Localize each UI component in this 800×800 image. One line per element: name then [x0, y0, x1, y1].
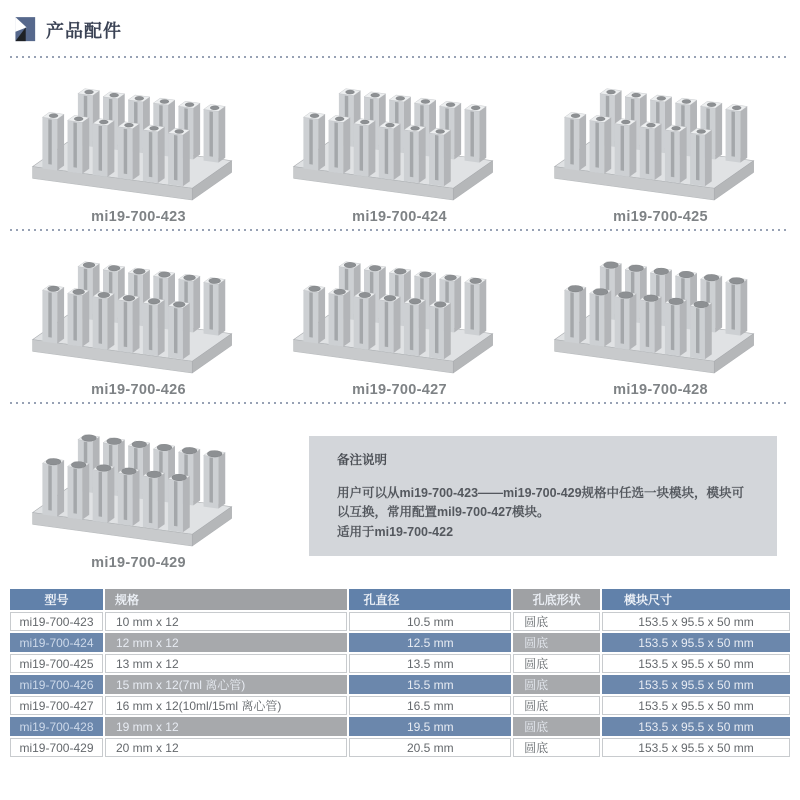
module-block-image: [283, 241, 517, 379]
cell-model: mi19-700-428: [10, 717, 103, 736]
product-card: [8, 404, 269, 571]
cell-spec: 15 mm x 12(7ml 离心管): [105, 675, 348, 694]
cell-module-size: 153.5 x 95.5 x 50 mm: [602, 633, 790, 652]
cell-module-size: 153.5 x 95.5 x 50 mm: [602, 675, 790, 694]
product-card: [8, 58, 269, 225]
table-row: [10, 717, 790, 736]
module-block-image: [22, 414, 256, 552]
column-header-spec: 规格: [105, 589, 348, 610]
cell-hole-diameter: 15.5 mm: [349, 675, 511, 694]
cell-hole-bottom: 圆底: [513, 696, 600, 715]
product-label: mi19-700-429: [91, 555, 186, 571]
note-box: [309, 436, 777, 556]
cell-module-size: 153.5 x 95.5 x 50 mm: [602, 738, 790, 757]
cell-hole-bottom: 圆底: [513, 717, 600, 736]
module-block-image: [22, 68, 256, 206]
flag-logo-icon: [12, 16, 36, 44]
cell-module-size: 153.5 x 95.5 x 50 mm: [602, 612, 790, 631]
column-header-module-size: 模块尺寸: [602, 589, 790, 610]
cell-hole-diameter: 13.5 mm: [349, 654, 511, 673]
cell-hole-bottom: 圆底: [513, 612, 600, 631]
table-row: [10, 654, 790, 673]
module-block-image: [544, 68, 778, 206]
cell-model: mi19-700-426: [10, 675, 103, 694]
cell-model: mi19-700-427: [10, 696, 103, 715]
column-header-hole-bottom: 孔底形状: [513, 589, 600, 610]
cell-spec: 10 mm x 12: [105, 612, 348, 631]
product-card: [530, 231, 791, 398]
product-label: mi19-700-427: [352, 382, 447, 398]
section-header: [8, 0, 792, 52]
cell-model: mi19-700-423: [10, 612, 103, 631]
cell-model: mi19-700-424: [10, 633, 103, 652]
table-row: [10, 675, 790, 694]
table-row: [10, 738, 790, 757]
table-row: [10, 633, 790, 652]
cell-hole-diameter: 10.5 mm: [349, 612, 511, 631]
column-header-model: 型号: [10, 589, 103, 610]
note-body: 用户可以从mi19-700-423——mi19-700-429规格中任选一块模块，模块可以互换，常用配置mil9-700-427模块。: [337, 486, 745, 520]
product-label: mi19-700-426: [91, 382, 186, 398]
cell-module-size: 153.5 x 95.5 x 50 mm: [602, 717, 790, 736]
product-row-1: [8, 58, 792, 225]
module-block-image: [283, 68, 517, 206]
note-title: 备注说明: [337, 453, 388, 467]
cell-module-size: 153.5 x 95.5 x 50 mm: [602, 654, 790, 673]
product-label: mi19-700-424: [352, 209, 447, 225]
product-card: [530, 58, 791, 225]
note-body-line2: 适用于mi19-700-422: [337, 524, 454, 539]
module-block-image: [544, 241, 778, 379]
product-label: mi19-700-425: [613, 209, 708, 225]
table-row: [10, 612, 790, 631]
product-label: mi19-700-423: [91, 209, 186, 225]
table-row: [10, 696, 790, 715]
product-row-2: [8, 231, 792, 398]
cell-hole-bottom: 圆底: [513, 633, 600, 652]
product-card: [269, 58, 530, 225]
spec-table: [8, 587, 792, 759]
product-card: [8, 231, 269, 398]
cell-hole-diameter: 20.5 mm: [349, 738, 511, 757]
cell-hole-bottom: 圆底: [513, 654, 600, 673]
cell-hole-diameter: 16.5 mm: [349, 696, 511, 715]
product-card: [269, 231, 530, 398]
product-row-3: [8, 404, 792, 571]
cell-module-size: 153.5 x 95.5 x 50 mm: [602, 696, 790, 715]
module-block-image: [22, 241, 256, 379]
product-label: mi19-700-428: [613, 382, 708, 398]
cell-hole-bottom: 圆底: [513, 738, 600, 757]
cell-spec: 13 mm x 12: [105, 654, 348, 673]
column-header-hole-diameter: 孔直径: [349, 589, 511, 610]
cell-model: mi19-700-429: [10, 738, 103, 757]
cell-hole-diameter: 12.5 mm: [349, 633, 511, 652]
cell-hole-bottom: 圆底: [513, 675, 600, 694]
cell-spec: 16 mm x 12(10ml/15ml 离心管): [105, 696, 348, 715]
cell-spec: 12 mm x 12: [105, 633, 348, 652]
cell-model: mi19-700-425: [10, 654, 103, 673]
cell-spec: 20 mm x 12: [105, 738, 348, 757]
cell-spec: 19 mm x 12: [105, 717, 348, 736]
page-title: 产品配件: [46, 21, 122, 41]
cell-hole-diameter: 19.5 mm: [349, 717, 511, 736]
table-header-row: [10, 589, 790, 610]
